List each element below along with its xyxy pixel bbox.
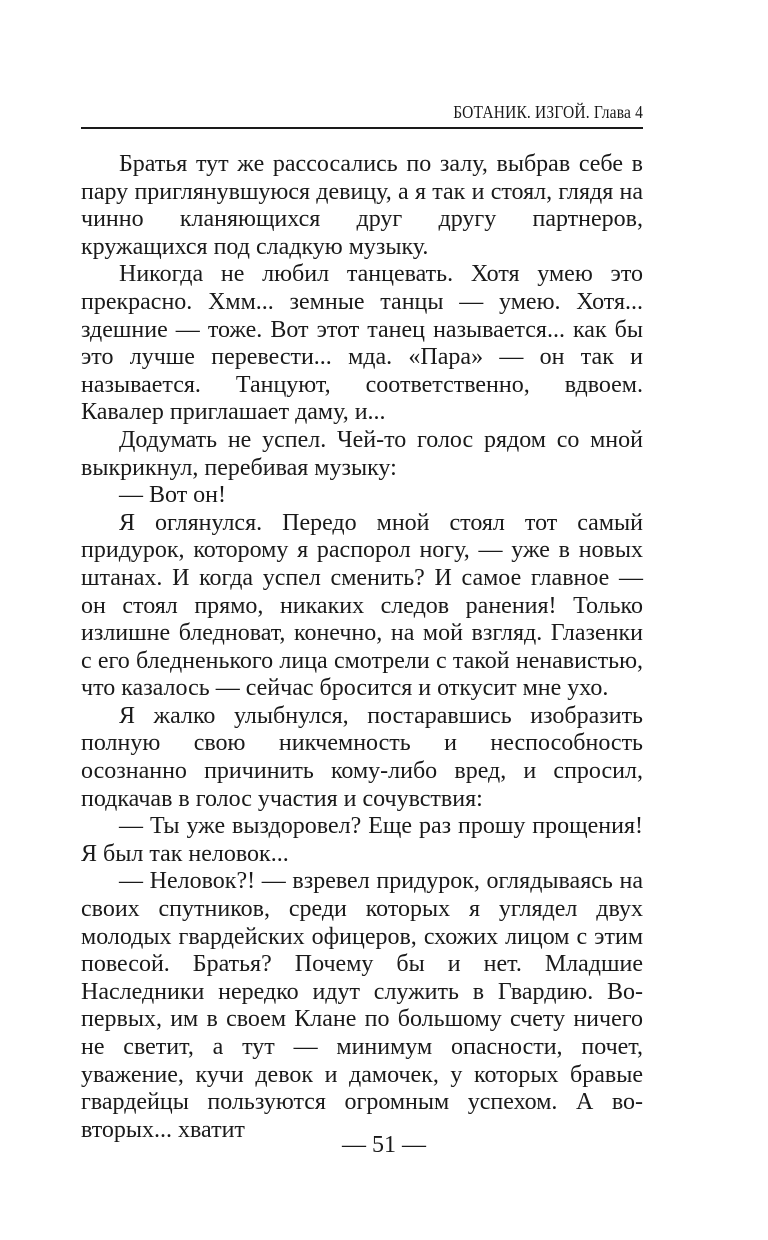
- header-rule: [81, 127, 643, 129]
- paragraph: Я жалко улыбнулся, постаравшись изобразить полную свою никчемность и неспособность осознанно причинить кому-либо вред, и спросил, подкачав в голос участия и сочувствия:: [81, 702, 643, 812]
- dialogue-line: — Неловок?! — взревел придурок, оглядываясь на своих спутников, среди которых я углядел двух молодых гвардейских офицеров, схожих лицом с этим повесой. Братья? Почему бы и нет. Младшие Наследники нередко идут служить в Гвардию. Во-первых, им в своем Клане по большому счету ничего не светит, а тут — минимум опасности, почет, уважение, кучи девок и дамочек, у которых бравые гвардейцы пользуются огромным успехом. А во-вторых... хватит: [81, 868, 643, 1143]
- running-head: БОТАНИК. ИЗГОЙ. Глава 4: [453, 102, 643, 122]
- paragraph: Братья тут же рассосались по залу, выбрав себе в пару приглянувшуюся девицу, а я так и стоял, глядя на чинно кланяющихся друг другу партнеров, кружащихся под сладкую музыку.: [81, 151, 643, 260]
- paragraph: Я оглянулся. Передо мной стоял тот самый придурок, которому я распорол ногу, — уже в новых штанах. И когда успел сменить? И самое главное — он стоял прямо, никаких следов ранения! Только излишне бледноват, конечно, на мой взгляд. Глазенки с его бледненького лица смотрели с такой ненавистью, что казалось — сейчас бросится и откусит мне ухо.: [81, 509, 643, 702]
- body-text: [81, 151, 643, 1144]
- dialogue-line: — Ты уже выздоровел? Еще раз прошу прощения! Я был так неловок...: [81, 813, 643, 867]
- dialogue-line: — Вот он!: [119, 482, 227, 509]
- page-number: — 51 —: [342, 1132, 426, 1158]
- paragraph: Додумать не успел. Чей-то голос рядом со мной выкрикнул, перебивая музыку:: [81, 426, 643, 481]
- paragraph: Никогда не любил танцевать. Хотя умею это прекрасно. Хмм... земные танцы — умею. Хотя... здешние — тоже. Вот этот танец называется... как бы это лучше перевести... мда. «Пара» — он так и называется. Танцуют, соответственно, вдвоем. Кавалер приглашает даму, и...: [81, 261, 643, 426]
